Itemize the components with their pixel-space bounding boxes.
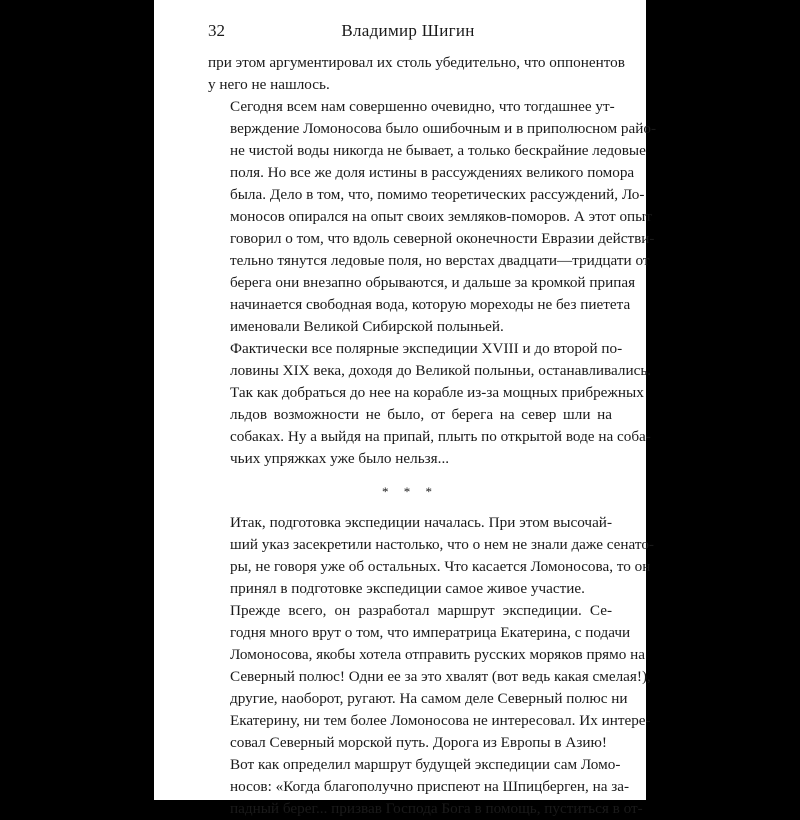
text-line: говорил о том, что вдоль северной оконечности Евразии действи- [230, 230, 655, 247]
text-line: Итак, подготовка экспедиции началась. При этом высочай- [230, 514, 612, 531]
text-line: при этом аргументировал их столь убедительно, что оппонентов [208, 54, 625, 71]
text-line: Вот как определил маршрут будущей экспедиции сам Ломо- [230, 756, 621, 773]
book-page [154, 0, 657, 817]
text-line: падный берег... призвав Господа Бога в помощь, пуститься в от- [230, 800, 643, 817]
page-number: 32 [208, 21, 225, 40]
paragraph [208, 512, 654, 600]
text-line: именовали Великой Сибирской полыньей. [230, 318, 504, 335]
text-line: не чистой воды никогда не бывает, а только бескрайние ледовые [230, 142, 646, 159]
text-line: берега они внезапно обрываются, и дальше за кромкой припая [230, 274, 636, 291]
running-head [208, 17, 608, 45]
body-text [208, 52, 657, 820]
author-name: Владимир Шигин [341, 21, 475, 40]
text-line: была. Дело в том, что, помимо теоретических рассуждений, Ло- [230, 186, 645, 203]
text-line: годня много врут о том, что императрица Екатерина, с подачи [230, 624, 631, 641]
paragraph [208, 52, 625, 96]
text-line: чьих упряжках уже было нельзя... [230, 450, 450, 467]
text-line: ры, не говоря уже об остальных. Что касается Ломоносова, то он [230, 558, 651, 575]
text-section-after [208, 512, 654, 820]
text-section-before [208, 52, 657, 470]
text-line: верждение Ломоносова было ошибочным и в приполюсном райо- [230, 120, 657, 137]
text-line: Ломоносова, якобы хотела отправить русских моряков прямо на [230, 646, 646, 663]
text-line: Фактически все полярные экспедиции XVIII и до второй по- [230, 340, 623, 357]
text-line: принял в подготовке экспедиции самое живое участие. [230, 580, 585, 597]
text-line: совал Северный морской путь. Дорога из Европы в Азию! [230, 734, 607, 751]
paragraph [208, 338, 652, 470]
text-line: моносов опирался на опыт своих земляков-поморов. А этот опыт [230, 208, 653, 225]
text-line: Прежде всего, он разработал маршрут экспедиции. Се- [230, 602, 612, 619]
text-line: тельно тянутся ледовые поля, но верстах двадцати—тридцати от [230, 252, 650, 269]
text-line: ший указ засекретили настолько, что о нем не знали даже сенато- [230, 536, 654, 553]
paragraph [208, 600, 651, 754]
text-line: поля. Но все же доля истины в рассуждениях великого помора [230, 164, 635, 181]
text-line: Так как добраться до нее на корабле из-за мощных прибрежных [230, 384, 644, 401]
text-line: ловины XIX века, доходя до Великой полыньи, останавливались. [230, 362, 652, 379]
section-separator: * * * [382, 484, 438, 499]
paragraph [208, 96, 657, 338]
text-line: Северный полюс! Одни ее за это хвалят (вот ведь какая смелая!), [230, 668, 651, 685]
text-line: льдов возможности не было, от берега на север шли на [230, 406, 612, 423]
text-line: начинается свободная вода, которую мореходы не без пиетета [230, 296, 631, 313]
text-line: у него не нашлось. [208, 76, 330, 93]
text-line: Екатерину, ни тем более Ломоносова не интересовал. Их интере- [230, 712, 651, 729]
text-line: носов: «Когда благополучно приспеют на Шпицберген, на за- [230, 778, 630, 795]
text-line: Сегодня всем нам совершенно очевидно, что тогдашнее ут- [230, 98, 615, 115]
paragraph [208, 754, 643, 820]
text-line: собаках. Ну а выйдя на припай, плыть по открытой воде на соба- [230, 428, 651, 445]
text-line: другие, наоборот, ругают. На самом деле Северный полюс ни [230, 690, 628, 707]
